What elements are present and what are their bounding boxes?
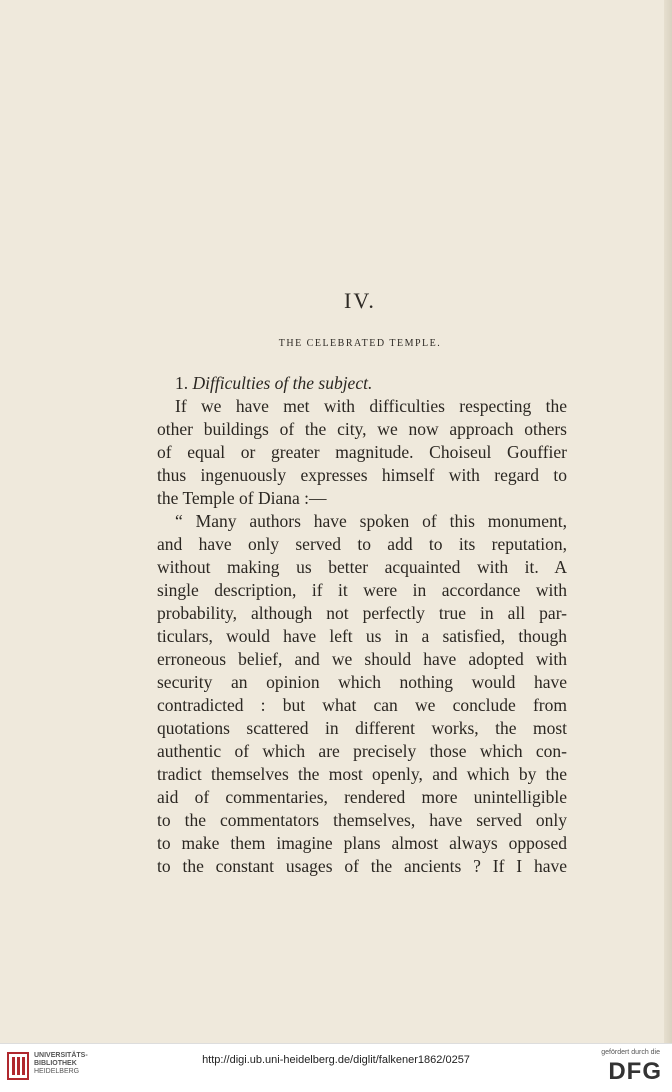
section-title: Difficulties of the subject. — [192, 373, 373, 393]
section-heading — [157, 372, 567, 395]
text-line: probability, although not perfectly true in all par- — [157, 603, 567, 623]
text-line: ticulars, would have left us in a satisfied, though — [157, 626, 567, 646]
text-line: and have only served to add to its reputation, — [157, 534, 567, 554]
text-line: erroneous belief, and we should have adopted with — [157, 649, 567, 669]
text-line: to make them imagine plans almost always opposed — [157, 833, 567, 853]
text-line: thus ingenuously expresses himself with regard to — [157, 465, 567, 485]
section-number: 1. — [175, 373, 189, 393]
logo-line-3: HEIDELBERG — [34, 1068, 80, 1075]
text-line: the Temple of Diana :— — [157, 488, 327, 508]
bleed-through-text — [160, 150, 570, 410]
text-line: of equal or greater magnitude. Choiseul Gouffier — [157, 442, 567, 462]
text-line: security an opinion which nothing would have — [157, 672, 567, 692]
chapter-number: IV. — [344, 288, 376, 313]
logo-line-1: UNIVERSITÄTS- — [34, 1052, 88, 1059]
text-line: quotations scattered in different works, the most — [157, 718, 567, 738]
text-line: If we have met with difficulties respecting the — [175, 396, 567, 416]
text-line: contradicted : but what can we conclude from — [157, 695, 567, 715]
text-line: to the commentators themselves, have served only — [157, 810, 567, 830]
logo-line-2: BIBLIOTHEK — [34, 1060, 77, 1067]
funded-by-label: gefördert durch die — [601, 1049, 660, 1056]
text-line: tradict themselves the most openly, and which by the — [157, 764, 567, 784]
dfg-logo[interactable]: DFG — [608, 1058, 662, 1085]
text-line: single description, if it were in accordance with — [157, 580, 567, 600]
body-text — [157, 372, 567, 878]
text-line: aid of commentaries, rendered more unintelligible — [157, 787, 567, 807]
text-line: without making us better acquainted with it. A — [157, 557, 567, 577]
text-line: to the constant usages of the ancients ? If I have — [157, 856, 567, 876]
text-line: other buildings of the city, we now approach others — [157, 419, 567, 439]
text-line: “ Many authors have spoken of this monument, — [175, 511, 567, 531]
page-edge — [664, 0, 672, 1043]
chapter-title: THE CELEBRATED TEMPLE. — [278, 338, 442, 349]
viewer-footer — [0, 1043, 672, 1092]
permalink-url[interactable]: http://digi.ub.uni-heidelberg.de/diglit/falkener1862/0257 — [202, 1054, 470, 1066]
text-line: authentic of which are precisely those which con- — [157, 741, 567, 761]
